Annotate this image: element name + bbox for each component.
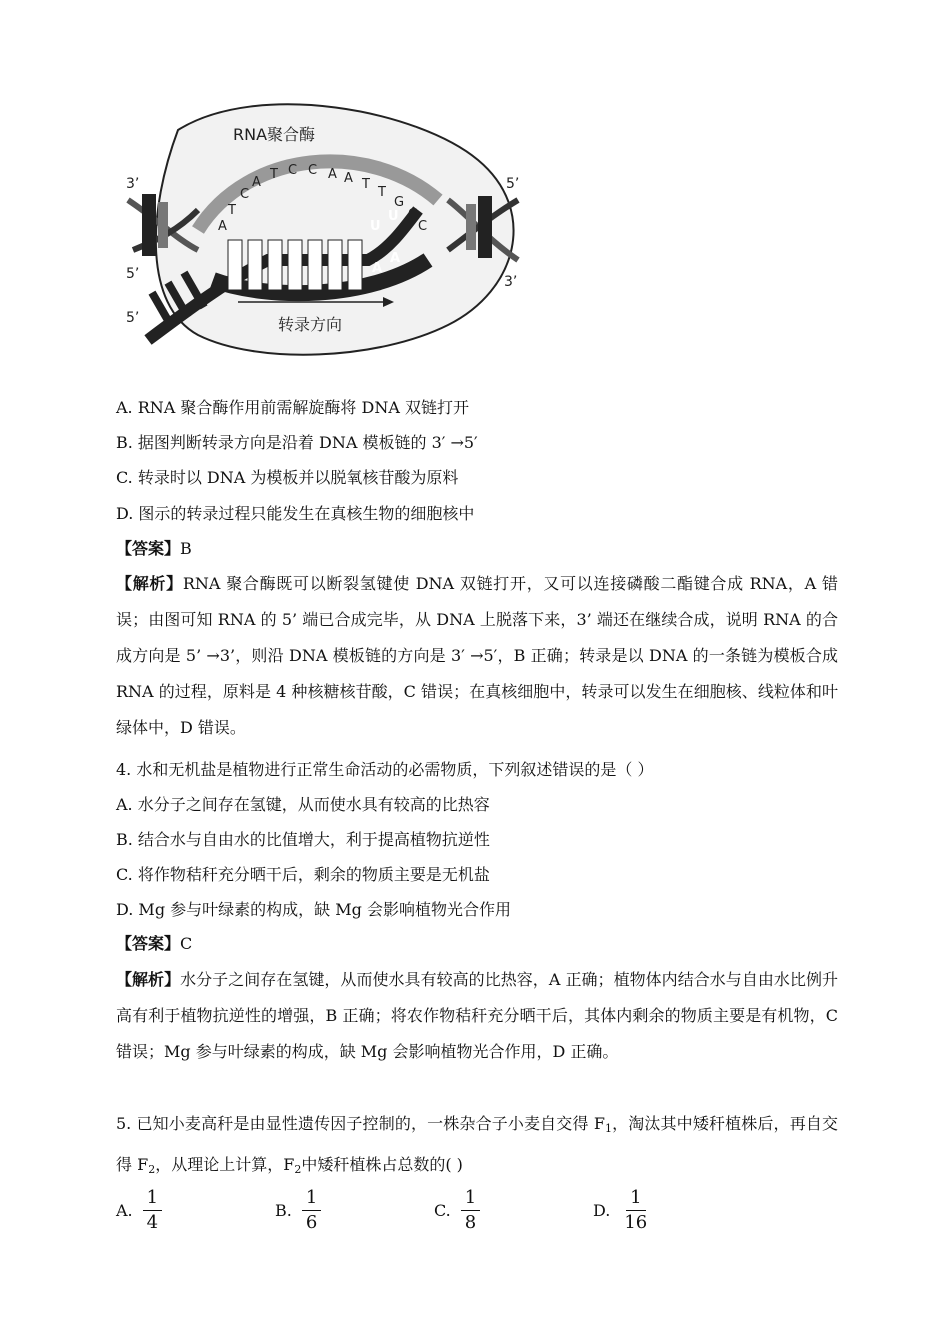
coding-base: G xyxy=(394,195,405,210)
coding-base: G xyxy=(408,207,419,222)
analysis-label: 【解析】 xyxy=(116,970,181,989)
coding-base: C xyxy=(308,163,318,178)
end-label: 3’ xyxy=(504,274,518,290)
q4-option-a: A. 水分子之间存在氢键，从而使水具有较高的比热容 xyxy=(116,795,490,814)
template-base: G xyxy=(310,271,321,286)
coding-base: A xyxy=(218,219,227,234)
end-label: 5’ xyxy=(506,176,520,192)
q3-option-c: C. 转录时以 DNA 为模板并以脱氧核苷酸为原料 xyxy=(116,468,459,487)
q5-option-d: D. $\frac{1}{16}$ xyxy=(593,1186,651,1234)
coding-base: A xyxy=(344,171,353,186)
template-base: A xyxy=(390,251,401,266)
fraction: $\frac{1}{4}$ xyxy=(143,1188,162,1233)
fraction: $\frac{1}{6}$ xyxy=(302,1188,321,1233)
template-base: T xyxy=(330,271,339,286)
template-base: T xyxy=(250,271,259,286)
coding-base: C xyxy=(240,187,250,202)
template-base: A xyxy=(372,261,383,276)
coding-base: A xyxy=(328,167,337,182)
template-base: T xyxy=(350,271,359,286)
enzyme-label: RNA聚合酶 xyxy=(233,125,316,144)
q5-option-c: C. $\frac{1}{8}$ xyxy=(434,1186,480,1234)
rna-base: U xyxy=(270,244,281,259)
answer-label: 【答案】 xyxy=(116,539,181,558)
q3-option-b: B. 据图判断转录方向是沿着 DNA 模板链的 3′ →5′ xyxy=(116,433,478,452)
q4-option-d: D. Mg 参与叶绿素的构成，缺 Mg 会影响植物光合作用 xyxy=(116,900,511,919)
direction-label: 转录方向 xyxy=(278,315,343,334)
transcription-diagram xyxy=(118,90,528,380)
end-label: 5’ xyxy=(126,266,140,282)
answer-value: B xyxy=(180,539,192,558)
rna-base: C xyxy=(310,244,320,259)
end-label: 3’ xyxy=(126,176,140,192)
analysis-label: 【解析】 xyxy=(116,574,183,593)
coding-base: C xyxy=(288,163,298,178)
q4-option-c: C. 将作物秸秆充分晒干后，剩余的物质主要是无机盐 xyxy=(116,865,490,884)
rna-base: A xyxy=(250,244,261,259)
coding-base: T xyxy=(228,203,236,218)
q3-analysis xyxy=(116,566,838,746)
q3-option-a: A. RNA 聚合酶作用前需解旋酶将 DNA 双链打开 xyxy=(116,398,469,417)
rna-base: C xyxy=(230,244,240,259)
q5-option-a: A. $\frac{1}{4}$ xyxy=(116,1186,162,1234)
coding-base: T xyxy=(270,167,278,182)
template-base: G xyxy=(290,271,301,286)
q5-options xyxy=(116,1186,838,1234)
q4-answer xyxy=(116,934,838,954)
fraction: $\frac{1}{16}$ xyxy=(624,1186,648,1233)
rna-base: U xyxy=(370,219,381,234)
analysis-text: 水分子之间存在氢键，从而使水具有较高的比热容，A 正确；植物体内结合水与自由水比例升高有利于植物抗逆性的增强，B 正确；将农作物秸秆充分晒干后，其体内剩余的物质主要是有机物，C 错误；Mg 参与叶绿素的构成，缺 Mg 会影响植物光合作用，D 正确。 xyxy=(116,970,838,1061)
template-base: A xyxy=(270,271,281,286)
q4-stem: 4. 水和无机盐是植物进行正常生命活动的必需物质，下列叙述错误的是（ ） xyxy=(116,760,654,779)
q4-option-b: B. 结合水与自由水的比值增大，利于提高植物抗逆性 xyxy=(116,830,490,849)
q3-option-d: D. 图示的转录过程只能发生在真核生物的细胞核中 xyxy=(116,504,475,523)
answer-label: 【答案】 xyxy=(116,934,181,953)
q5-stem: 5. 已知小麦高秆是由显性遗传因子控制的，一株杂合子小麦自交得 $F_1$，淘汰其中矮秆植株后，再自交得 $F_2$，从理论上计算，$F_2$中矮秆植株占总数的( ) xyxy=(116,1114,838,1176)
coding-base: A xyxy=(252,175,261,190)
coding-base: C xyxy=(418,219,428,234)
q4-analysis xyxy=(116,962,838,1070)
rna-base: C xyxy=(290,244,300,259)
coding-base: T xyxy=(378,185,386,200)
end-label: 5’ xyxy=(126,310,140,326)
coding-base: T xyxy=(362,177,370,192)
rna-base: U xyxy=(388,209,399,224)
q5-option-b: B. $\frac{1}{6}$ xyxy=(275,1186,321,1234)
analysis-text: RNA 聚合酶既可以断裂氢键使 DNA 双链打开，又可以连接磷酸二酯键合成 RNA，A 错误；由图可知 RNA 的 5’ 端已合成完毕，从 DNA 上脱落下来，3’ 端还在继续合成，说明 RNA 的合成方向是 5’ →3’，则沿 DNA 模板链的方向是 3′ →5′，B 正确；转录是以 DNA 的一条链为模板合成 RNA 的过程，原料是 4 种核糖核苷酸，C 错误；在真核细胞中，转录可以发生在细胞核、线粒体和叶绿体中，D 错误。 xyxy=(116,574,838,737)
fraction: $\frac{1}{8}$ xyxy=(461,1188,480,1233)
answer-value: C xyxy=(180,934,193,953)
q3-answer xyxy=(116,539,838,559)
rna-base: A xyxy=(330,244,341,259)
